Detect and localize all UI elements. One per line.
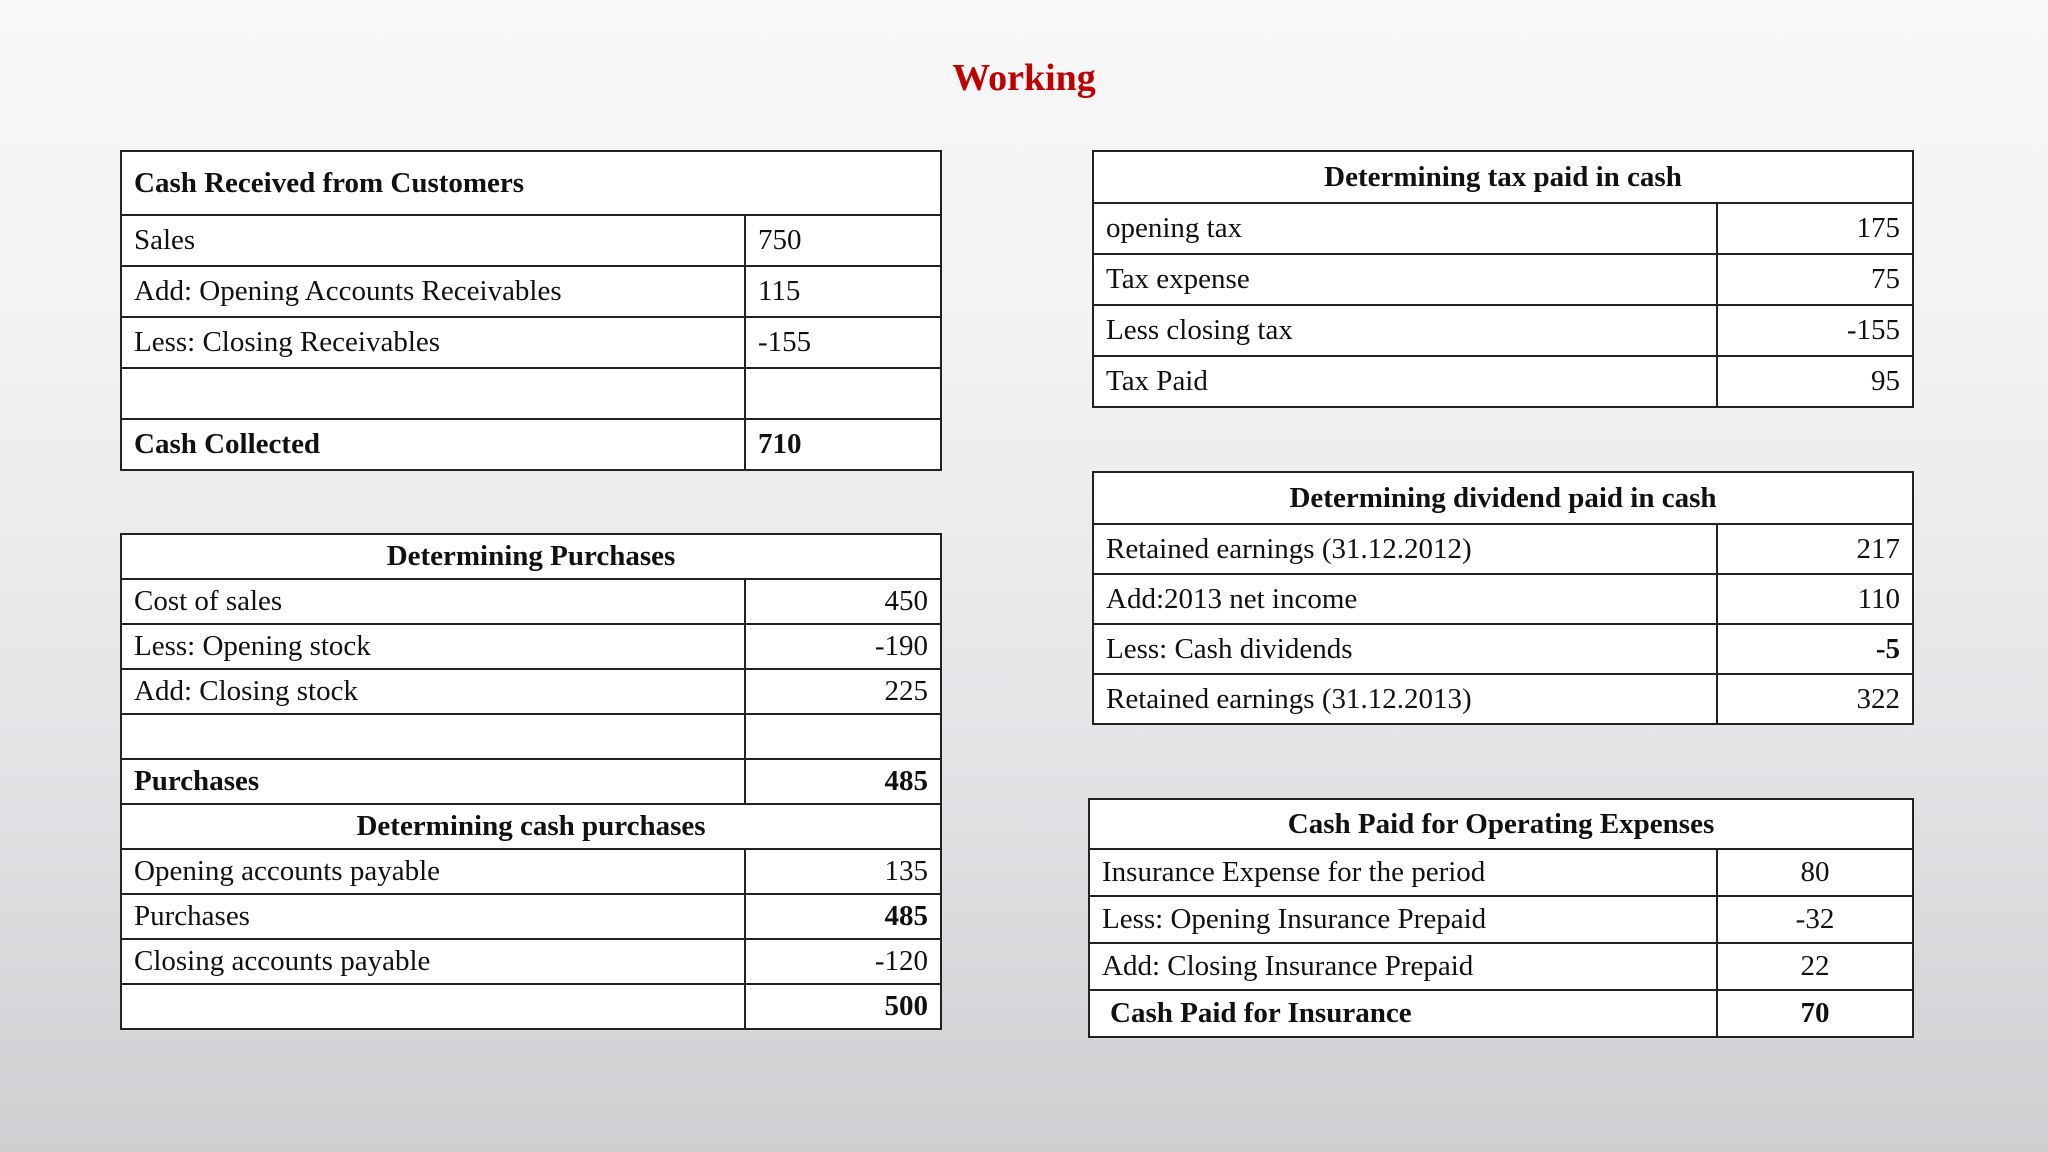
table-row (121, 579, 941, 624)
table-row (121, 939, 941, 984)
purchases-table (120, 533, 942, 1030)
table-header: Determining tax paid in cash (1093, 151, 1913, 203)
row-value: 22 (1717, 943, 1913, 990)
row-label: Retained earnings (31.12.2012) (1093, 524, 1717, 574)
table-header: Determining dividend paid in cash (1093, 472, 1913, 524)
empty-row (121, 714, 941, 759)
table-row (1093, 524, 1913, 574)
table-row (1089, 896, 1913, 943)
row-value: 322 (1717, 674, 1913, 724)
row-value: 750 (745, 215, 941, 266)
total-row (121, 984, 941, 1029)
page-title: Working (952, 57, 1096, 99)
row-label: Less: Opening stock (121, 624, 745, 669)
total-value: 70 (1717, 990, 1913, 1037)
table-row (1093, 624, 1913, 674)
table-row (121, 317, 941, 368)
cash-purchases-header: Determining cash purchases (121, 804, 941, 849)
table-row (1093, 254, 1913, 305)
cash-received-table (120, 150, 942, 471)
table-row (1093, 305, 1913, 356)
total-row (121, 419, 941, 470)
table-row (1093, 574, 1913, 624)
row-label: Sales (121, 215, 745, 266)
row-label: Insurance Expense for the period (1089, 849, 1717, 896)
row-label: Opening accounts payable (121, 849, 745, 894)
row-label: Tax Paid (1093, 356, 1717, 407)
row-label: Less: Cash dividends (1093, 624, 1717, 674)
row-label: Retained earnings (31.12.2013) (1093, 674, 1717, 724)
row-value: 485 (745, 894, 941, 939)
total-label: Cash Collected (121, 419, 745, 470)
row-label: Add: Closing stock (121, 669, 745, 714)
total-value: 500 (745, 984, 941, 1029)
row-value: 115 (745, 266, 941, 317)
total-label: Cash Paid for Insurance (1089, 990, 1717, 1037)
tax-paid-table (1092, 150, 1914, 408)
table-header: Cash Paid for Operating Expenses (1089, 799, 1913, 849)
row-value: 75 (1717, 254, 1913, 305)
row-label: Add:2013 net income (1093, 574, 1717, 624)
total-value: 485 (745, 759, 941, 804)
row-value: 95 (1717, 356, 1913, 407)
row-value: 225 (745, 669, 941, 714)
row-value: 450 (745, 579, 941, 624)
row-value: 175 (1717, 203, 1913, 254)
row-value: -32 (1717, 896, 1913, 943)
total-row (121, 759, 941, 804)
row-value: -155 (1717, 305, 1913, 356)
row-value: -5 (1717, 624, 1913, 674)
row-label: Cost of sales (121, 579, 745, 624)
total-label: Purchases (121, 759, 745, 804)
row-label: Purchases (121, 894, 745, 939)
row-label: Less: Closing Receivables (121, 317, 745, 368)
empty-row (121, 368, 941, 419)
table-row (121, 894, 941, 939)
table-row (1089, 849, 1913, 896)
row-label: Tax expense (1093, 254, 1717, 305)
table-row (1093, 674, 1913, 724)
table-row (121, 669, 941, 714)
row-value: 217 (1717, 524, 1913, 574)
table-row (1093, 356, 1913, 407)
table-row (121, 266, 941, 317)
dividend-paid-table (1092, 471, 1914, 725)
row-label: Add: Closing Insurance Prepaid (1089, 943, 1717, 990)
row-label: Closing accounts payable (121, 939, 745, 984)
row-label: Less: Opening Insurance Prepaid (1089, 896, 1717, 943)
row-value: 110 (1717, 574, 1913, 624)
row-value: 80 (1717, 849, 1913, 896)
table-header: Cash Received from Customers (121, 151, 941, 215)
row-value: 135 (745, 849, 941, 894)
row-label: opening tax (1093, 203, 1717, 254)
total-row (1089, 990, 1913, 1037)
row-value: -155 (745, 317, 941, 368)
table-row (121, 624, 941, 669)
operating-expenses-table (1088, 798, 1914, 1038)
total-value: 710 (745, 419, 941, 470)
row-value: -190 (745, 624, 941, 669)
table-header: Determining Purchases (121, 534, 941, 579)
row-label: Less closing tax (1093, 305, 1717, 356)
table-row (121, 215, 941, 266)
table-row (121, 849, 941, 894)
table-row (1089, 943, 1913, 990)
row-label: Add: Opening Accounts Receivables (121, 266, 745, 317)
row-value: -120 (745, 939, 941, 984)
table-row (1093, 203, 1913, 254)
